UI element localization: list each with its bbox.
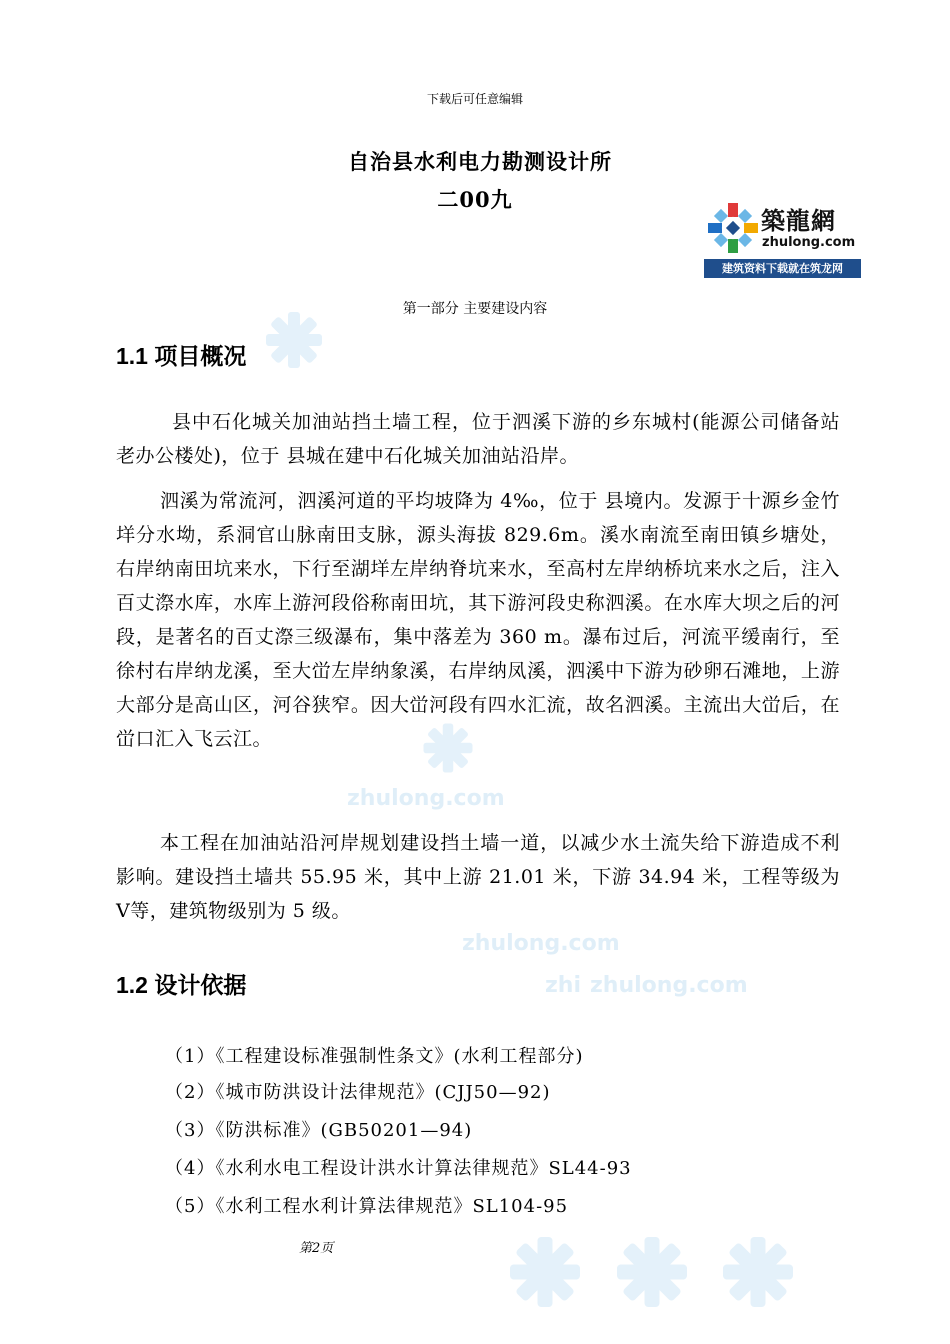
section-heading: 1.2 设计依据: [116, 972, 247, 998]
part-heading: 第一部分 主要建设内容: [402, 301, 548, 317]
body-paragraph: 泗溪为常流河，泗溪河道的平均坡降为 4‰，位于 县境内。发源于十源乡金竹垟分水坳，系洞官山脉南田支脉，源头海拔 829.6m。溪水南流至南田镇乡塘处，右岸纳南田坑来水，下行至湖垟左岸纳脊坑来水，至高村左岸纳桥坑来水之后，注入百丈漈水库，水库上游河段俗称南田坑，其下游河段史称泗溪。在水库大坝之后的河段，是著名的百丈漈三级瀑布，集中落差为 360 m。瀑布过后，河流平缓南行，至徐村右岸纳龙溪，至大峃左岸纳象溪，右岸纳凤溪，泗溪中下游为砂卵石滩地，上游大部分是高山区，河谷狭窄。因大峃河段有四水汇流，故名泗溪。主流出大峃后，在峃口汇入飞云江。: [116, 490, 840, 750]
zhulong-logo: [704, 197, 861, 280]
organization-title: 自治县水利电力勘测设计所: [348, 149, 612, 174]
watermark-snowflake-icon: [718, 1232, 798, 1312]
section-heading: 1.1 项目概况: [116, 343, 247, 369]
header-note: 下载后可任意编辑: [426, 92, 523, 106]
watermark-text: zhulong.com: [347, 786, 505, 811]
reference-item: （4）《水利水电工程设计洪水计算法律规范》SL44-93: [165, 1158, 632, 1179]
reference-item: （3）《防洪标准》(GB50201—94): [165, 1120, 473, 1141]
logo-domain: zhulong.com: [762, 235, 856, 250]
logo-top: [704, 197, 861, 259]
reference-item: （1）《工程建设标准强制性条文》(水利工程部分): [165, 1046, 584, 1067]
watermark-snowflake-icon: [505, 1232, 585, 1312]
watermark-text: zhulong.com: [462, 931, 620, 956]
body-paragraph: 县中石化城关加油站挡土墙工程，位于泗溪下游的乡东城村(能源公司储备站老办公楼处)，位于 县城在建中石化城关加油站沿岸。: [116, 411, 840, 467]
page-number: 第2页: [299, 1241, 334, 1256]
logo-flake-icon: [706, 201, 760, 255]
logo-tagline: 建筑资料下载就在筑龙网: [704, 259, 861, 278]
watermark-snowflake-icon: [612, 1232, 692, 1312]
watermark-text: zhulong.com: [590, 973, 748, 998]
year-line: 二00九: [437, 187, 513, 212]
reference-item: （2）《城市防洪设计法律规范》(CJJ50—92): [165, 1082, 551, 1103]
watermark-text: zhi: [545, 973, 582, 998]
logo-name: 築龍網: [761, 206, 836, 235]
reference-item: （5）《水利工程水利计算法律规范》SL104-95: [165, 1196, 569, 1217]
body-paragraph: 本工程在加油站沿河岸规划建设挡土墙一道，以减少水土流失给下游造成不利影响。建设挡土墙共 55.95 米，其中上游 21.01 米，下游 34.94 米，工程等级为Ⅴ等，建筑物级别为 5 级。: [116, 832, 840, 922]
